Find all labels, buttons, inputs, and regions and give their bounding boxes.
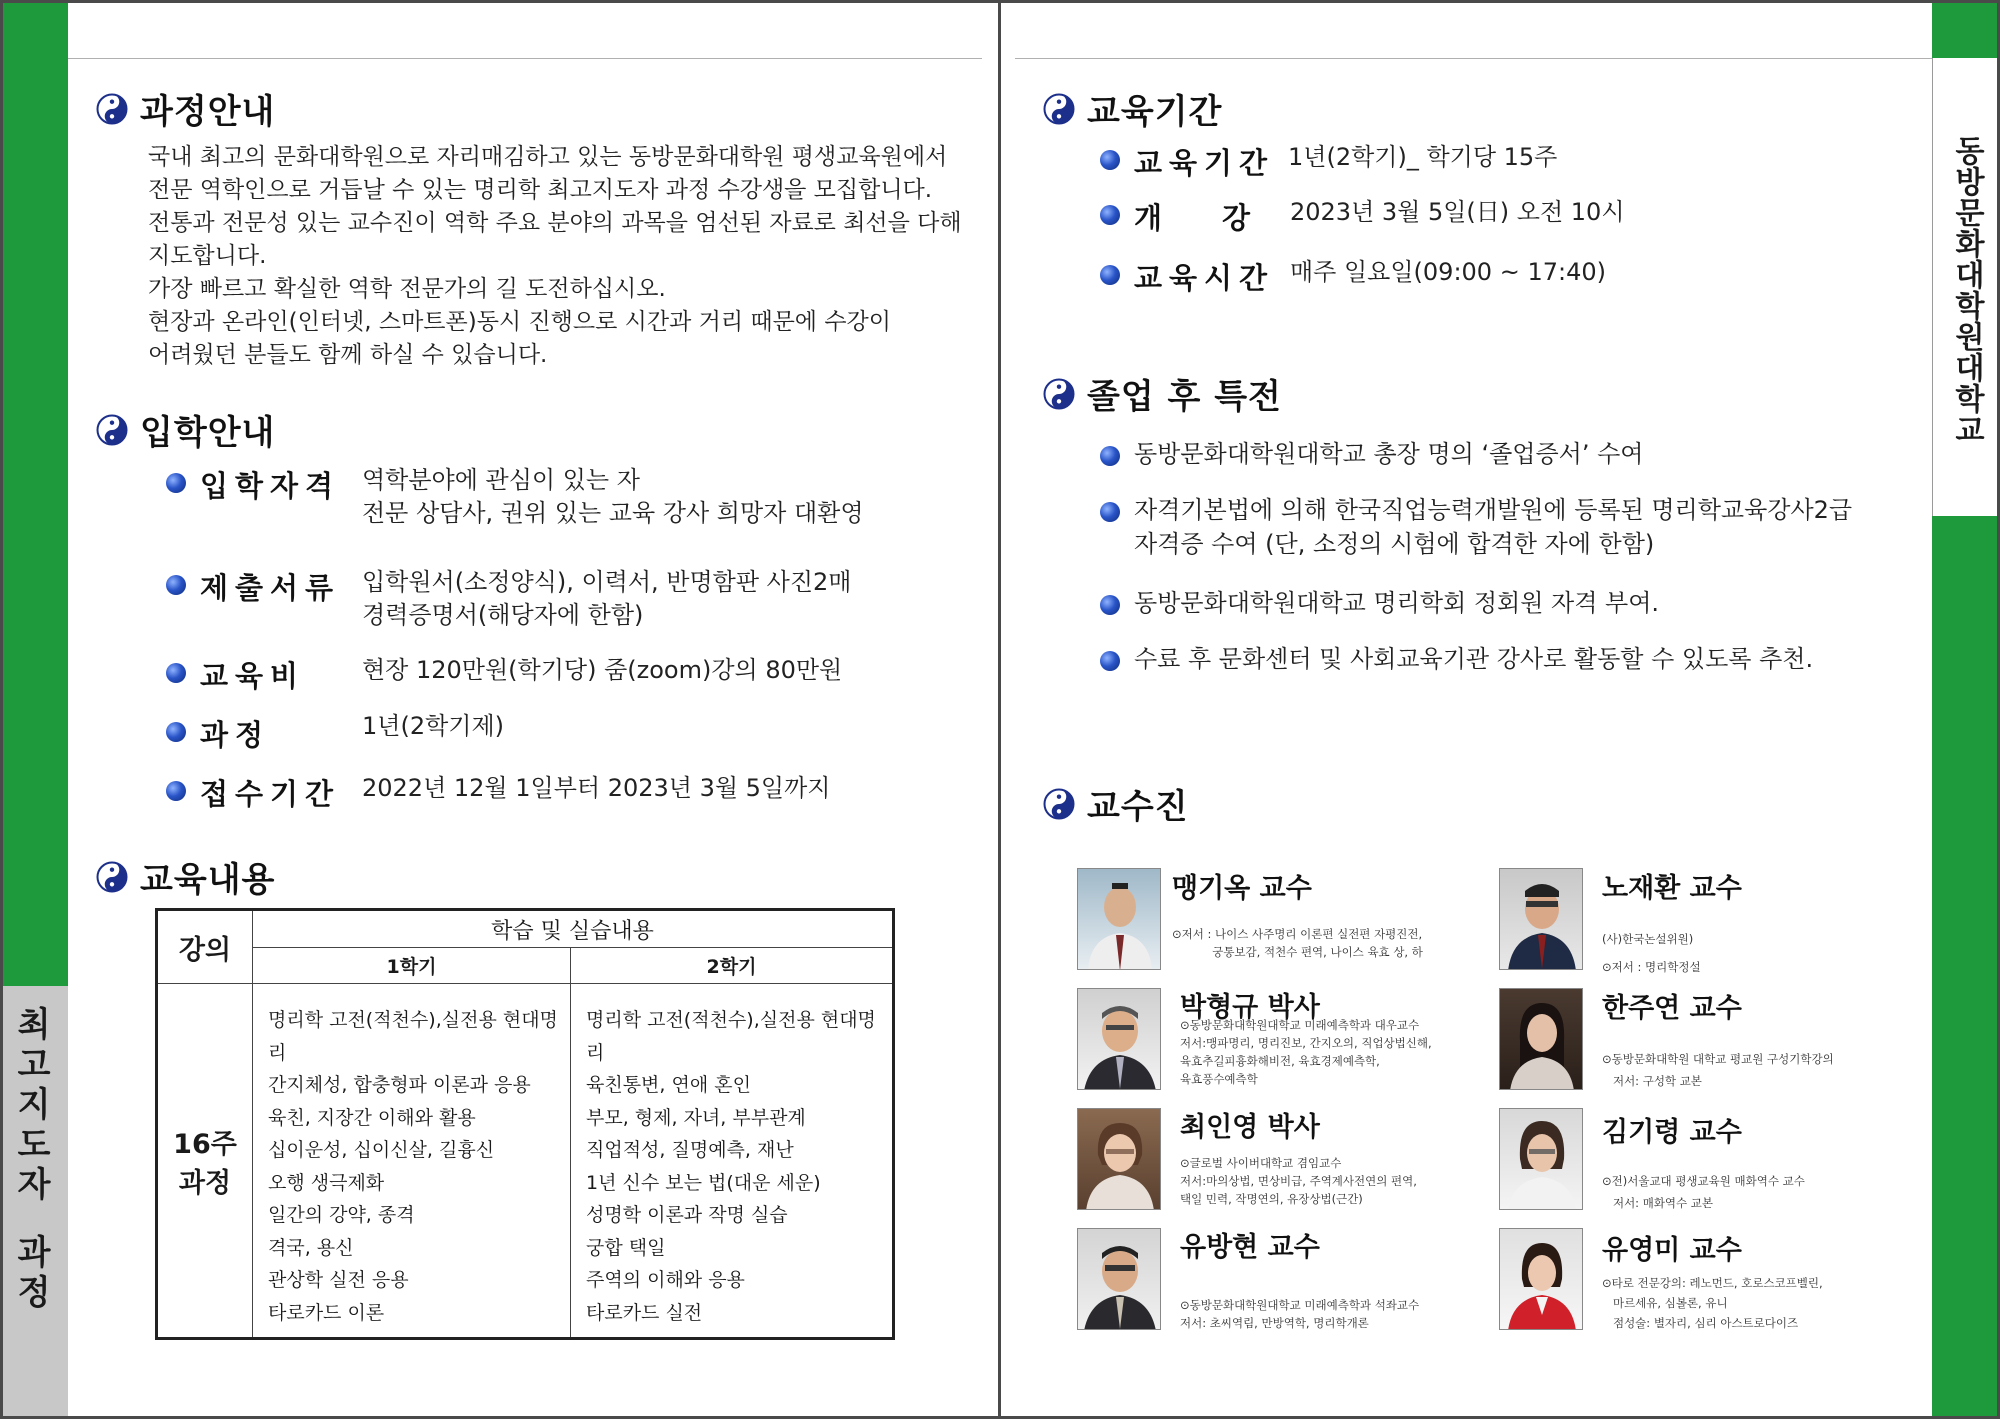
admission-item-tuition: [166, 654, 305, 695]
vertical-label-char: 도: [17, 1125, 51, 1165]
professor-note-line: 저서:마의상법, 면상비급, 주역계사전연의 편역,: [1180, 1174, 1417, 1188]
professor-name: 최인영 박사: [1180, 1112, 1320, 1143]
section-period-heading: [1043, 84, 1222, 133]
course-duration: 16주: [173, 1128, 237, 1160]
taeguk-icon: [1043, 378, 1075, 410]
professor-note-line: 궁통보감, 적천수 편역, 나이스 육효 상, 하: [1172, 945, 1423, 959]
professor-photo: [1077, 1228, 1161, 1330]
professor-note-line: ⊙저서 : 나이스 사주명리 이론편 실전편 자평진전,: [1172, 927, 1423, 941]
term1-item: 타로카드 이론: [268, 1301, 385, 1324]
term2-item: 1년 신수 보는 법(대운 세운): [586, 1171, 821, 1194]
professor-note-line: ⊙동방문화대학원대학교 미래예측학과 대우교수: [1180, 1018, 1420, 1032]
intro-line: 어려웠던 분들도 함께 하실 수 있습니다.: [148, 342, 548, 368]
professor-note-line: 택일 민력, 작명연의, 유장상법(근간): [1180, 1192, 1363, 1206]
professor-note-line: 저서: 구성학 교본: [1602, 1074, 1702, 1088]
professor-note-line: ⊙전)서울교대 평생교육원 매화역수 교수: [1602, 1174, 1805, 1188]
professor-notes: [1602, 1273, 1823, 1333]
taeguk-icon: [96, 93, 128, 125]
term2-item: 육친통변, 연애 혼인: [586, 1074, 751, 1096]
bullet-icon: [166, 473, 186, 493]
section-faculty-heading: [1043, 779, 1189, 828]
term2-content: [571, 984, 894, 1339]
period-item-duration: [1100, 141, 1274, 182]
professor-photo: [1499, 1228, 1583, 1330]
professor-notes: [1602, 1170, 1805, 1214]
lecture-header: 강의: [157, 910, 253, 984]
admission-item-course: [166, 713, 270, 754]
period-value: 매주 일요일(09:00 ~ 17:40): [1290, 258, 1606, 286]
professor-photo: [1499, 1108, 1583, 1210]
bullet-icon: [166, 722, 186, 742]
benefit-line: 자격증 수여 (단, 소정의 시험에 합격한 자에 한함): [1134, 530, 1655, 558]
bullet-icon: [1100, 150, 1120, 170]
admission-value-line: 2022년 12월 1일부터 2023년 3월 5일까지: [362, 774, 831, 802]
term1-item: 일간의 강약, 종격: [268, 1204, 415, 1226]
admission-label: 과정: [200, 718, 271, 752]
professor-note-line: ⊙동방문화대학원대학교 미래예측학과 석좌교수: [1180, 1298, 1420, 1312]
content-header: 학습 및 실습내용: [253, 910, 894, 948]
professor-note-line: 점성술: 별자리, 심리 아스트로다이즈: [1602, 1316, 1799, 1330]
bullet-icon: [1100, 651, 1120, 671]
bullet-icon: [1100, 446, 1120, 466]
admission-item-documents: [166, 566, 340, 607]
period-label: 교육기간: [1134, 146, 1275, 180]
professor-note-line: ⊙저서 : 명리학정설: [1602, 960, 1701, 974]
bullet-icon: [1100, 205, 1120, 225]
professor-photo: [1499, 988, 1583, 1090]
taeguk-icon: [96, 414, 128, 446]
bullet-icon: [166, 781, 186, 801]
bullet-icon: [166, 575, 186, 595]
vertical-label-char: 고: [17, 1045, 51, 1085]
intro-paragraph: [148, 141, 962, 372]
professor-notes: [1602, 1048, 1834, 1092]
term2-header: 2학기: [571, 948, 894, 984]
admission-value-line: 현장 120만원(학기당) 줌(zoom)강의 80만원: [362, 656, 843, 684]
term2-item: 명리학 고전(적천수),실전용 현대명리: [586, 1009, 876, 1064]
admission-label: 제출서류: [200, 571, 341, 605]
bullet-icon: [166, 663, 186, 683]
term1-item: 간지체성, 합충형파 이론과 응용: [268, 1074, 531, 1096]
professor-name: 유방현 교수: [1180, 1232, 1320, 1263]
professor-photo: [1077, 988, 1161, 1090]
term1-header: 1학기: [253, 948, 571, 984]
admission-value-line: 1년(2학기제): [362, 712, 505, 740]
term2-item: 부모, 형제, 자녀, 부부관계: [586, 1106, 806, 1129]
intro-line: 현장과 온라인(인터넷, 스마트폰)동시 진행으로 시간과 거리 때문에 수강이: [148, 309, 891, 335]
section-title-admission: 입학안내: [140, 413, 276, 453]
professor-name: 노재환 교수: [1602, 873, 1742, 904]
benefit-line: 자격기본법에 의해 한국직업능력개발원에 등록된 명리학교육강사2급: [1134, 496, 1853, 524]
course-cell: [157, 984, 253, 1339]
section-curriculum-heading: [96, 852, 275, 901]
vertical-label-char: 최: [17, 1005, 51, 1045]
bullet-icon: [1100, 265, 1120, 285]
section-title-curriculum: 교육내용: [140, 860, 276, 900]
term1-item: 관상학 실전 응용: [268, 1269, 409, 1291]
period-item-opening: [1100, 196, 1310, 237]
benefit-item: [1100, 586, 1659, 620]
professor-name: 한주연 교수: [1602, 993, 1742, 1024]
professor-name: 박형규 박사: [1180, 992, 1320, 1023]
professor-photo: [1077, 1108, 1161, 1210]
professor-note-line: ⊙타로 전문강의: 레노먼드, 호로스코프벨린,: [1602, 1276, 1823, 1290]
professor-notes: [1180, 1296, 1419, 1332]
section-title-faculty: 교수진: [1087, 787, 1189, 827]
professor-note-line: ⊙동방문화대학원 대학교 평교원 구성기학강의: [1602, 1052, 1834, 1066]
admission-value-line: 경력증명서(해당자에 한함): [362, 601, 644, 629]
admission-label: 접수기간: [200, 777, 341, 811]
professor-photo: [1077, 868, 1161, 970]
admission-value-line: 전문 상담사, 권위 있는 교육 강사 희망자 대환영: [362, 499, 864, 527]
admission-label: 교육비: [200, 659, 306, 693]
intro-line: 가장 빠르고 확실한 역학 전문가의 길 도전하십시오.: [148, 276, 666, 302]
term2-item: 타로카드 실전: [586, 1301, 703, 1324]
period-label: 교육시간: [1134, 261, 1275, 295]
professor-note-line: 육효풍수예측학: [1180, 1072, 1258, 1086]
section-title-intro: 과정안내: [140, 92, 276, 132]
course-label: 과정: [178, 1167, 232, 1199]
period-value: 2023년 3월 5일(日) 오전 10시: [1290, 198, 1625, 226]
section-title-benefits: 졸업 후 특전: [1087, 377, 1282, 417]
period-value: 1년(2학기)_ 학기당 15주: [1288, 143, 1558, 171]
benefit-item: [1100, 642, 1813, 676]
curriculum-table: [155, 908, 895, 1340]
professor-notes: [1172, 925, 1423, 961]
bullet-icon: [1100, 595, 1120, 615]
period-label: 개강: [1134, 201, 1311, 235]
professor-notes: [1180, 1154, 1417, 1208]
bullet-icon: [1100, 502, 1120, 522]
term1-item: 명리학 고전(적천수),실전용 현대명리: [268, 1009, 558, 1064]
professor-name: 맹기옥 교수: [1172, 873, 1312, 904]
professor-note-line: 저서: 초씨역림, 만방역학, 명리학개론: [1180, 1316, 1369, 1330]
taeguk-icon: [1043, 93, 1075, 125]
professor-note-line: 저서:맹파명리, 명리진보, 간지오의, 직업상법신해,: [1180, 1036, 1432, 1050]
school-name-vertical: 동방문화대학원대학교: [1949, 135, 1984, 445]
term2-item: 직업적성, 질명예측, 재난: [586, 1139, 794, 1161]
admission-item-qualification: [166, 464, 340, 505]
professor-name: 김기령 교수: [1602, 1117, 1742, 1148]
professor-note-line: (사)한국논설위원): [1602, 932, 1694, 946]
intro-line: 전통과 전문성 있는 교수진이 역학 주요 분야의 과목을 엄선된 자료로 최선을 다해: [148, 210, 962, 236]
section-intro-heading: [96, 84, 275, 133]
admission-item-period: [166, 772, 340, 813]
term1-content: [253, 984, 571, 1339]
professor-note-line: 마르세유, 심볼론, 유니: [1602, 1296, 1728, 1310]
professor-note-line: 육효추길피흉화해비전, 육효경제예측학,: [1180, 1054, 1380, 1068]
vertical-label-char: 자: [17, 1165, 51, 1205]
vertical-label-char: 지: [17, 1085, 51, 1125]
professor-note-line: 저서: 매화역수 교본: [1602, 1196, 1714, 1210]
professor-notes: [1602, 925, 1701, 981]
professor-name: 유영미 교수: [1602, 1235, 1742, 1266]
admission-value-line: 역학분야에 관심이 있는 자: [362, 466, 640, 494]
intro-line: 전문 역학인으로 거듭날 수 있는 명리학 최고지도자 과정 수강생을 모집합니다.: [148, 177, 933, 203]
term1-item: 육친, 지장간 이해와 활용: [268, 1106, 476, 1129]
taeguk-icon: [1043, 788, 1075, 820]
term1-item: 격국, 용신: [268, 1236, 354, 1259]
term2-item: 주역의 이해와 응용: [586, 1269, 745, 1291]
admission-value-line: 입학원서(소정양식), 이력서, 반명함판 사진2매: [362, 568, 852, 596]
professor-notes: [1180, 1016, 1432, 1088]
section-benefits-heading: [1043, 369, 1282, 418]
admission-label: 입학자격: [200, 469, 341, 503]
term1-item: 십이운성, 십이신살, 길흉신: [268, 1139, 495, 1161]
vertical-label-char: 정: [17, 1273, 51, 1313]
intro-line: 국내 최고의 문화대학원으로 자리매김하고 있는 동방문화대학원 평생교육원에서: [148, 144, 948, 170]
benefit-line: 수료 후 문화센터 및 사회교육기관 강사로 활동할 수 있도록 추천.: [1134, 645, 1814, 673]
term2-item: 궁합 택일: [586, 1236, 666, 1259]
vertical-label-char: 과: [17, 1233, 51, 1273]
benefit-item: [1100, 493, 1852, 561]
professor-photo: [1499, 868, 1583, 970]
section-title-period: 교육기간: [1087, 92, 1223, 132]
taeguk-icon: [96, 861, 128, 893]
benefit-item: [1100, 437, 1643, 471]
intro-line: 지도합니다.: [148, 243, 267, 269]
professor-note-line: ⊙글로벌 사이버대학교 겸임교수: [1180, 1156, 1342, 1170]
benefit-line: 동방문화대학원대학교 총장 명의 ‘졸업증서’ 수여: [1134, 440, 1644, 468]
benefit-line: 동방문화대학원대학교 명리학회 정회원 자격 부여.: [1134, 589, 1660, 617]
section-admission-heading: [96, 405, 275, 454]
term1-item: 오행 생극제화: [268, 1171, 385, 1194]
term2-item: 성명학 이론과 작명 실습: [586, 1204, 788, 1226]
period-item-hours: [1100, 256, 1274, 297]
